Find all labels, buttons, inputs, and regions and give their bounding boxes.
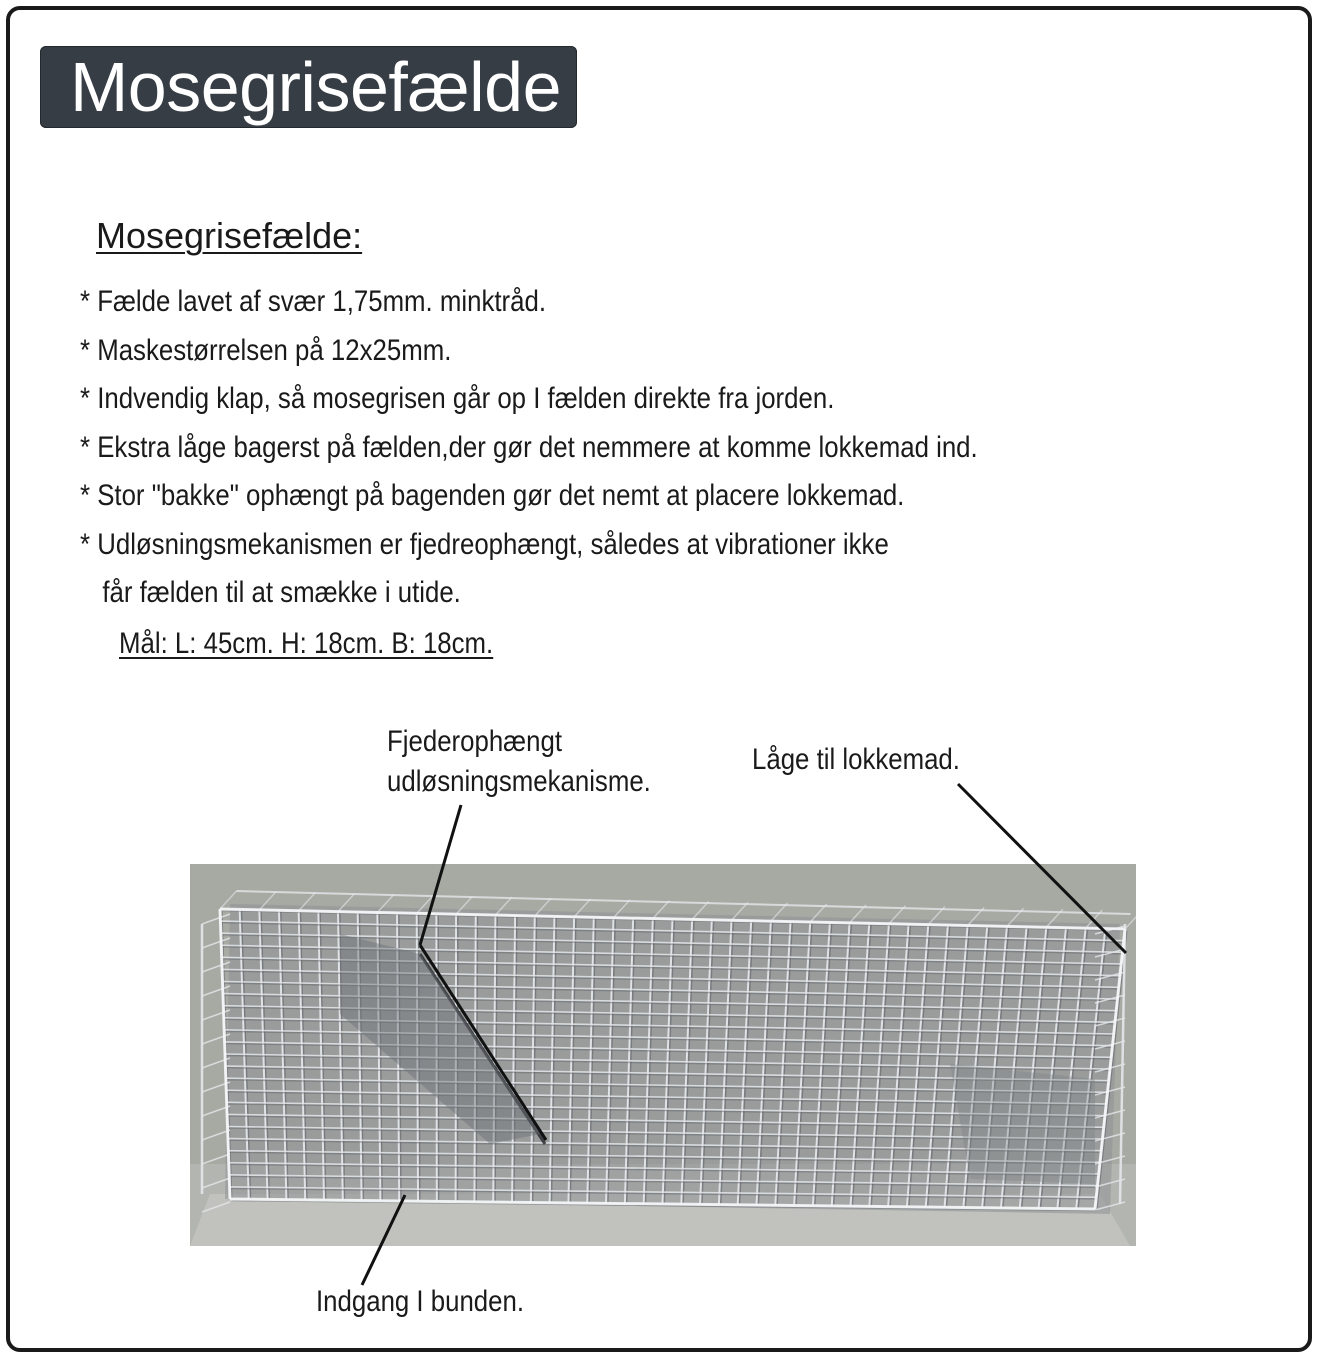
callout-bottom-entrance: Indgang I bunden. bbox=[316, 1285, 525, 1318]
feature-text: * Stor "bakke" ophængt på bagenden gør det nemt at placere lokkemad. bbox=[80, 479, 905, 512]
trap-bait-tray bbox=[950, 1064, 1095, 1184]
feature-text-continuation: får fælden til at smække i utide. bbox=[102, 576, 461, 609]
feature-item bbox=[80, 327, 978, 376]
feature-item bbox=[80, 472, 978, 521]
callout-bait-door: Låge til lokkemad. bbox=[752, 743, 960, 776]
feature-list bbox=[80, 278, 978, 618]
title-banner bbox=[40, 46, 577, 128]
feature-text: * Indvendig klap, så mosegrisen går op I fælden direkte fra jorden. bbox=[80, 382, 835, 415]
callout-spring-line2: udløsningsmekanisme. bbox=[387, 765, 651, 798]
page-title: Mosegrisefælde bbox=[70, 48, 561, 126]
feature-item bbox=[80, 424, 978, 473]
callout-spring-line1: Fjederophængt bbox=[387, 725, 562, 758]
feature-item bbox=[80, 278, 978, 327]
feature-item bbox=[80, 521, 978, 618]
section-heading: Mosegrisefælde: bbox=[96, 215, 363, 256]
dimensions-text: Mål: L: 45cm. H: 18cm. B: 18cm. bbox=[119, 627, 494, 660]
feature-text: * Udløsningsmekanismen er fjedreophængt, således at vibrationer ikke bbox=[80, 527, 889, 561]
trap-photo bbox=[190, 864, 1136, 1246]
feature-text: * Maskestørrelsen på 12x25mm. bbox=[80, 333, 452, 367]
feature-item bbox=[80, 375, 978, 424]
feature-text: * Fælde lavet af svær 1,75mm. minktråd. bbox=[80, 285, 546, 318]
callout-spring-mechanism bbox=[387, 722, 651, 802]
feature-text: * Ekstra låge bagerst på fælden,der gør det nemmere at komme lokkemad ind. bbox=[80, 430, 978, 464]
